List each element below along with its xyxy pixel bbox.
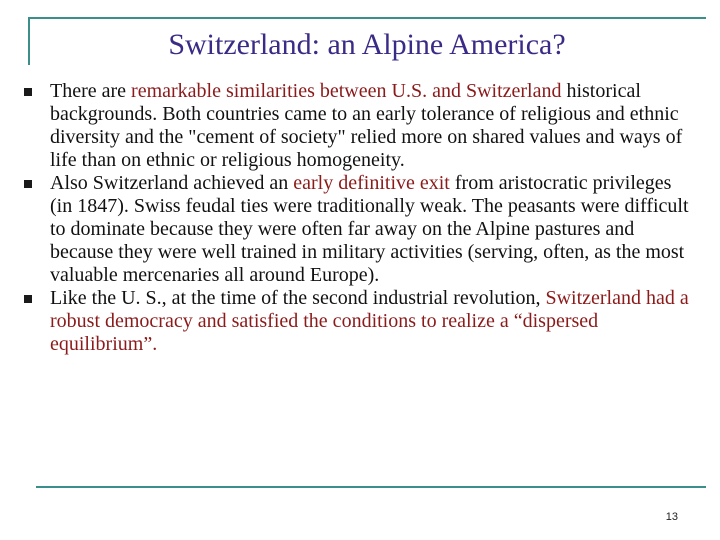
square-bullet-icon xyxy=(24,295,32,303)
bullet-2-text-a: Also Switzerland achieved an xyxy=(50,172,294,194)
top-frame-line xyxy=(28,17,706,19)
bullet-3-highlight: Switzerland had a robust democracy and satisfied the conditions to realize a “dispersed equilibrium”. xyxy=(50,287,689,355)
square-bullet-icon xyxy=(24,180,32,188)
bullet-item-3 xyxy=(22,287,690,356)
bullet-1-text-b: historical backgrounds. Both countries came to an early tolerance of religious and ethnic diversity and the "cement of society" relied more on shared values and ways of life than on ethnic or religious homogeneity. xyxy=(50,80,683,171)
square-bullet-icon xyxy=(24,88,32,96)
slide-title: Switzerland: an Alpine America? xyxy=(168,28,566,61)
bullet-2-highlight: early definitive exit xyxy=(293,172,450,194)
bullet-item-2 xyxy=(22,172,690,287)
page-number: 13 xyxy=(665,511,678,523)
bullet-list xyxy=(22,80,690,356)
bullet-2-text-b: from aristocratic privileges (in 1847). Swiss feudal ties were traditionally weak. The peasants were difficult to dominate because they were often far away on the Alpine pastures and because they were well trained in military activities (serving, often, as the most valuable mercenaries all around Europe). xyxy=(50,172,689,286)
bullet-1-text-a: There are xyxy=(50,80,132,102)
bullet-1-highlight: remarkable similarities between U.S. and Switzerland xyxy=(131,80,562,102)
bullet-3-text-a: Like the U. S., at the time of the second industrial revolution, xyxy=(50,287,546,309)
footer-line xyxy=(36,486,706,488)
bullet-item-1 xyxy=(22,80,690,172)
